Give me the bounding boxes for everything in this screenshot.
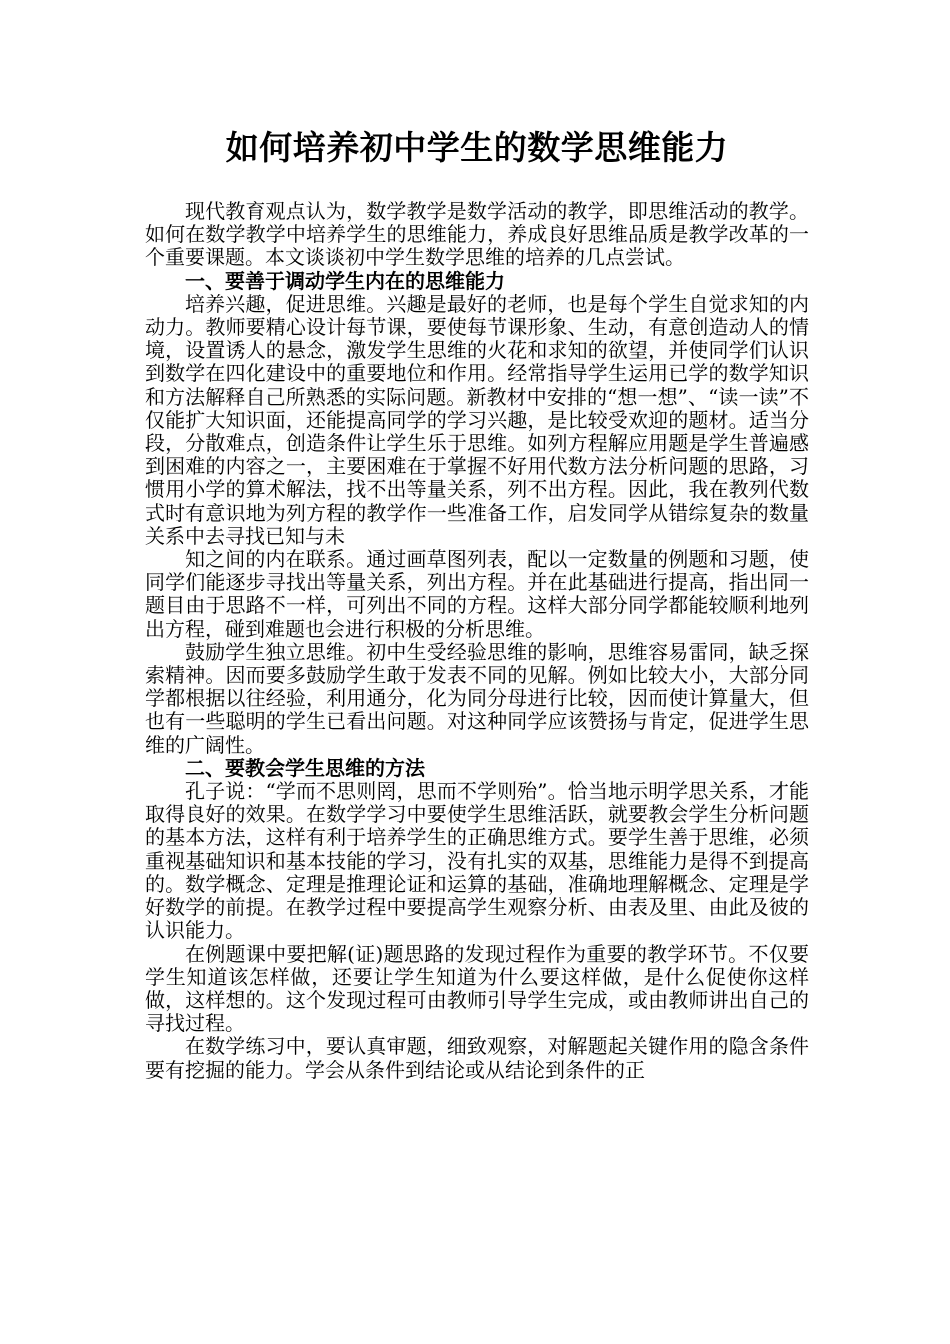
paragraph-relations: 知之间的内在联系。通过画草图列表，配以一定数量的例题和习题，使同学们能逐步寻找出等量关系，列出方程。并在此基础进行提高，指出同一题目由于思路不一样，可列出不同的方程。这样大部分同学都能较顺利地列出方程，碰到难题也会进行积极的分析思维。	[145, 547, 809, 641]
intro-paragraph: 现代教育观点认为，数学教学是数学活动的教学，即思维活动的教学。如何在数学教学中培养学生的思维能力，养成良好思维品质是教学改革的一个重要课题。本文谈谈初中学生数学思维的培养的几点尝试。	[145, 199, 809, 270]
section-heading-2: 二、要教会学生思维的方法	[185, 755, 425, 780]
document-page	[145, 118, 809, 1082]
paragraph-practice: 在数学练习中，要认真审题，细致观察，对解题起关键作用的隐含条件要有挖掘的能力。学会从条件到结论或从结论到条件的正	[145, 1034, 809, 1082]
paragraph-confucius: 孔子说：“学而不思则罔，思而不学则殆”。恰当地示明学思关系，才能取得良好的效果。在数学学习中要使学生思维活跃，就要教会学生分析问题的基本方法，这样有利于培养学生的正确思维方式。要学生善于思维，必须重视基础知识和基本技能的学习，没有扎实的双基，思维能力是得不到提高的。数学概念、定理是推理论证和运算的基础，准确地理解概念、定理是学好数学的前提。在教学过程中要提高学生观察分析、由表及里、由此及彼的认识能力。	[145, 779, 809, 943]
document-title: 如何培养初中学生的数学思维能力	[225, 128, 729, 167]
section-heading-1: 一、要善于调动学生内在的思维能力	[185, 268, 505, 293]
paragraph-examples: 在例题课中要把解(证)题思路的发现过程作为重要的教学环节。不仅要学生知道该怎样做，还要让学生知道为什么要这样做，是什么促使你这样做，这样想的。这个发现过程可由教师引导学生完成，或由教师讲出自己的寻找过程。	[145, 941, 809, 1036]
paragraph-interest: 培养兴趣，促进思维。兴趣是最好的老师，也是每个学生自觉求知的内动力。教师要精心设计每节课，要使每节课形象、生动，有意创造动人的情境，设置诱人的悬念，激发学生思维的火花和求知的欲望，并使同学们认识到数学在四化建设中的重要地位和作用。经常指导学生运用已学的数学知识和方法解释自己所熟悉的实际问题。新教材中安排的“想一想”、“读一读”不仅能扩大知识面，还能提高同学的学习兴趣，是比较受欢迎的题材。适当分段，分散难点，创造条件让学生乐于思维。如列方程解应用题是学生普遍感到困难的内容之一，主要困难在于掌握不好用代数方法分析问题的思路，习惯用小学的算术解法，找不出等量关系，列不出方程。因此，我在教列代数式时有意识地为列方程的教学作一些准备工作，启发同学从错综复杂的数量关系中去寻找已知与未	[145, 291, 809, 548]
paragraph-independent-thinking: 鼓励学生独立思维。初中生受经验思维的影响，思维容易雷同，缺乏探索精神。因而要多鼓励学生敢于发表不同的见解。例如比较大小，大部分同学都根据以往经验，利用通分，化为同分母进行比较，因而使计算量大，但也有一些聪明的学生已看出问题。对这种同学应该赞扬与肯定，促进学生思维的广阔性。	[145, 639, 809, 757]
